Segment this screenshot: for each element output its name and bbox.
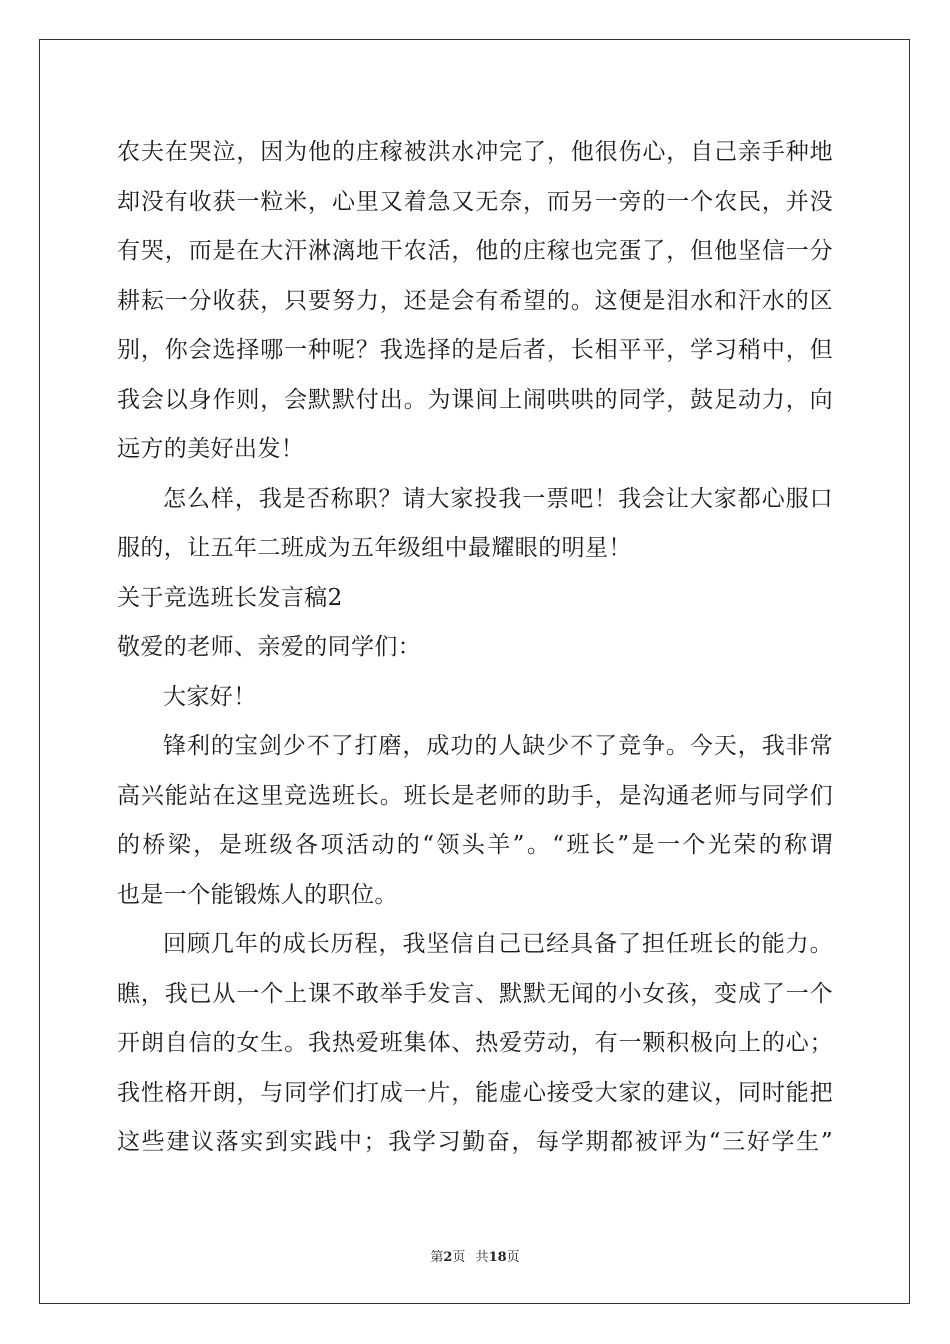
- text-line-21: 这些建议落实到实践中；我学习勤奋，每学期都被评为“三好学生”: [117, 1129, 833, 1155]
- total-suffix: 页: [506, 1250, 520, 1265]
- page-indicator: [430, 1250, 465, 1265]
- text-line-5: 别，你会选择哪一种呢？我选择的是后者，长相平平，学习稍中，但: [117, 337, 833, 363]
- text-line-20: 我性格开朗，与同学们打成一片，能虚心接受大家的建议，同时能把: [117, 1079, 833, 1106]
- text-line-3: 有哭，而是在大汗淋漓地干农活，他的庄稼也完蛋了，但他坚信一分: [117, 238, 833, 264]
- page-suffix: 页: [452, 1250, 466, 1265]
- greeting: 大家好！: [163, 683, 257, 710]
- document-body: [117, 128, 833, 1168]
- page-number: 2: [443, 1250, 453, 1265]
- total-pages: 18: [488, 1250, 507, 1265]
- text-line-18: 瞧，我已从一个上课不敢举手发言、默默无闻的小女孩，变成了一个: [117, 980, 833, 1007]
- text-line-7: 远方的美好出发！: [117, 436, 305, 462]
- page-footer: [0, 1246, 950, 1265]
- text-line-16: 也是一个能锻炼人的职位。: [117, 881, 398, 908]
- text-line-2: 却没有收获一粒米，心里又着急又无奈，而另一旁的一个农民，并没: [117, 188, 833, 215]
- text-line-17: 回顾几年的成长历程，我坚信自己已经具备了担任班长的能力。: [163, 931, 833, 957]
- text-line-8: 怎么样，我是否称职？请大家投我一票吧！我会让大家都心服口: [163, 485, 833, 512]
- text-line-9: 服的，让五年二班成为五年级组中最耀眼的明星！: [117, 535, 632, 561]
- text-line-13: 锋利的宝剑少不了打磨，成功的人缺少不了竞争。今天，我非常: [163, 733, 833, 759]
- section-heading: 关于竞选班长发言稿2: [117, 584, 343, 611]
- salutation: 敬爱的老师、亲爱的同学们：: [117, 634, 422, 660]
- text-line-14: 高兴能站在这里竞选班长。班长是老师的助手，是沟通老师与同学们: [117, 782, 833, 809]
- text-line-19: 开朗自信的女生。我热爱班集体、热爱劳动，有一颗积极向上的心；: [117, 1030, 833, 1056]
- total-indicator: [476, 1250, 520, 1265]
- page-prefix: 第: [430, 1250, 444, 1265]
- total-prefix: 共: [475, 1250, 489, 1265]
- text-line-6: 我会以身作则，会默默付出。为课间上闹哄哄的同学，鼓足动力，向: [117, 386, 833, 413]
- text-line-15: 的桥梁，是班级各项活动的“领头羊”。“班长”是一个光荣的称谓: [117, 832, 833, 858]
- text-line-1: 农夫在哭泣，因为他的庄稼被洪水冲完了，他很伤心，自己亲手种地: [117, 139, 833, 165]
- text-line-4: 耕耘一分收获，只要努力，还是会有希望的。这便是泪水和汗水的区: [117, 287, 833, 314]
